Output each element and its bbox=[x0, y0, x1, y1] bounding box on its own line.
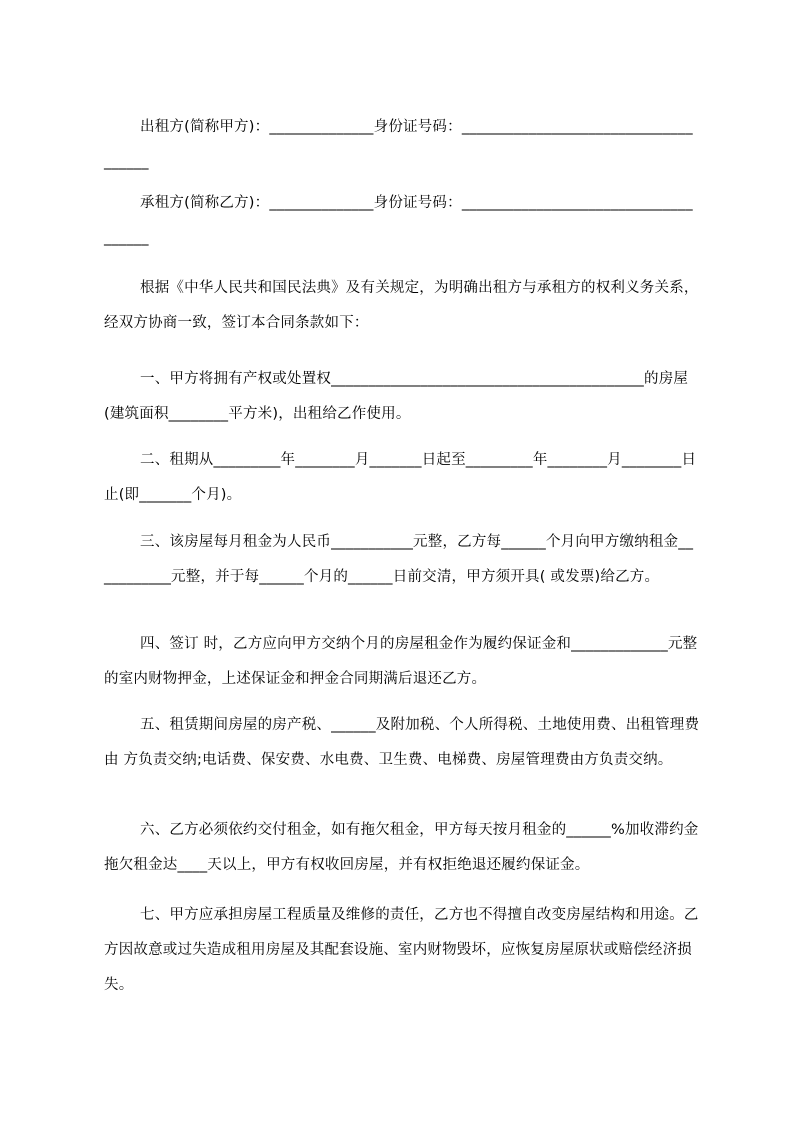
lessee-info-paragraph: 承租方(简称乙方)：______________身份证号码：_____________________________________ bbox=[104, 195, 693, 246]
lessor-info-paragraph: 出租方(简称甲方)：______________身份证号码：_____________________________________ bbox=[104, 119, 693, 170]
clause-6-paragraph: 六、乙方必须依约交付租金，如有拖欠租金，甲方每天按月租金的______%加收滞约金拖欠租金达____天以上，甲方有权收回房屋，并有权拒绝退还履约保证金。 bbox=[104, 822, 699, 873]
clause-2-paragraph: 二、租期从_________年________月_______日起至_________年________月________日止(即_______个月)。 bbox=[104, 452, 697, 503]
clause-4-paragraph: 四、签订 时，乙方应向甲方交纳个月的房屋租金作为履约保证金和_____________元整的室内财物押金，上述保证金和押金合同期满后退还乙方。 bbox=[104, 636, 698, 687]
clause-7-paragraph: 七、甲方应承担房屋工程质量及维修的责任，乙方也不得擅自改变房屋结构和用途。乙方因故意或过失造成租用房屋及其配套设施、室内财物毁坏，应恢复房屋原状或赔偿经济损失。 bbox=[104, 907, 699, 993]
clause-3-paragraph: 三、该房屋每月租金为人民币___________元整，乙方每______个月向甲方缴纳租金___________元整，并于每______个月的______日前交清，甲方须开具( 或发票)给乙方。 bbox=[104, 534, 694, 585]
clause-5-paragraph: 五、租赁期间房屋的房产税、______及附加税、个人所得税、土地使用费、出租管理费由 方负责交纳;电话费、保安费、水电费、卫生费、电梯费、房屋管理费由方负责交纳。 bbox=[104, 717, 700, 768]
clause-1-paragraph: 一、甲方将拥有产权或处置权__________________________________________的房屋(建筑面积________平方米)，出租给乙作使用。 bbox=[104, 371, 689, 422]
preamble-paragraph: 根据《中华人民共和国民法典》及有关规定，为明确出租方与承租方的权利义务关系，经双方协商一致，签订本合同条款如下： bbox=[104, 280, 699, 331]
